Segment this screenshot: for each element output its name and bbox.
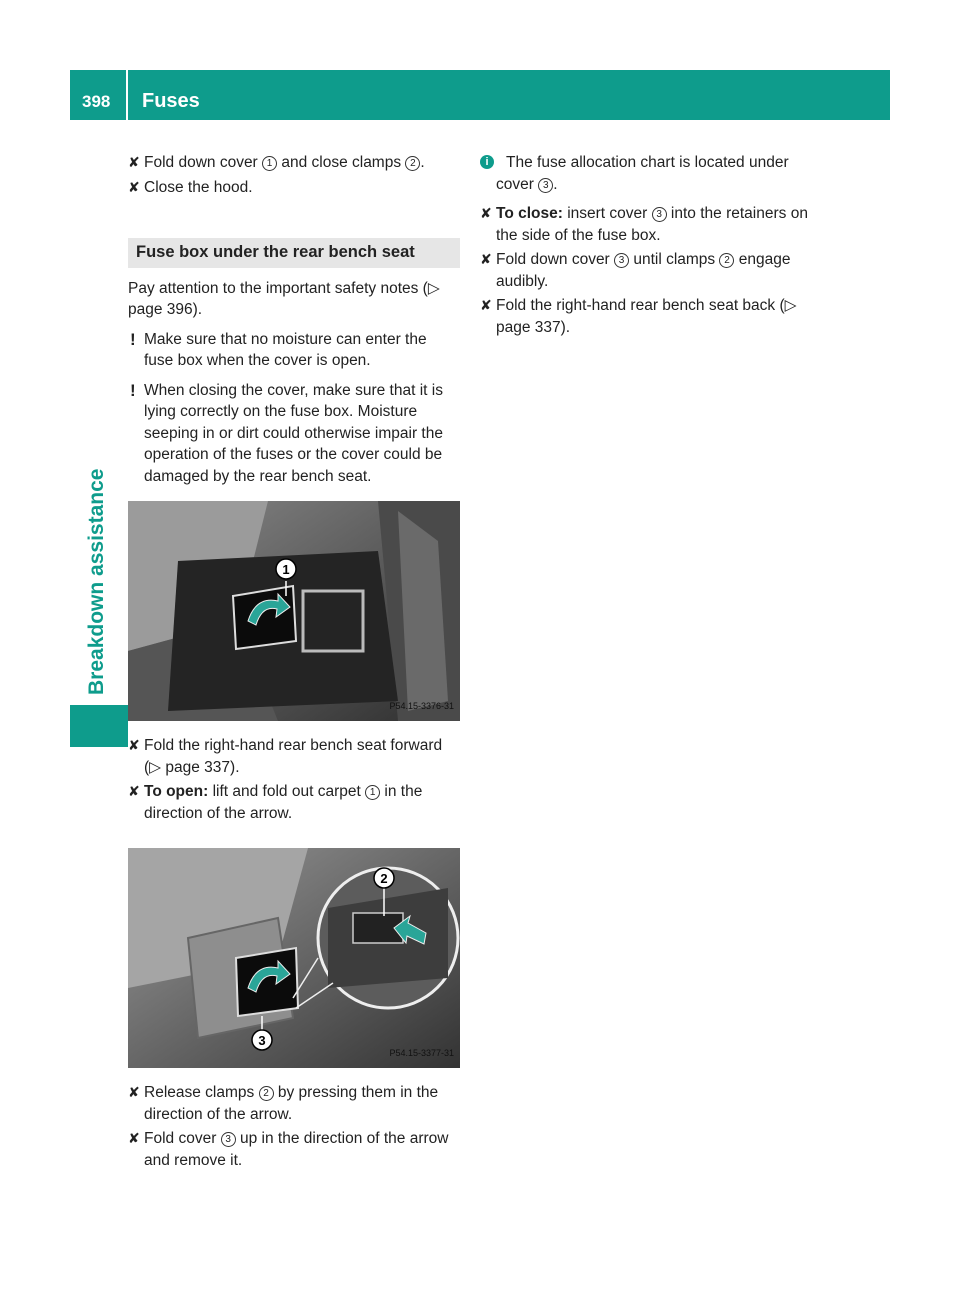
photo-code: P54.15-3377-31	[389, 1047, 454, 1058]
step-fold-down-cover: ✘ Fold down cover 1 and close clamps 2 .	[128, 152, 460, 174]
safety-note: Pay attention to the important safety notes (▷ page 396).	[128, 279, 440, 318]
left-column	[128, 152, 460, 1174]
page-number: 398	[82, 92, 111, 111]
step-release-clamps: ✘ Release clamps 2 by pressing them in the direction of the arrow.	[128, 1084, 439, 1123]
step-fold-seat-back: ✘ Fold the right-hand rear bench seat back (▷ page 337).	[480, 297, 797, 336]
callout-number: 2	[719, 253, 734, 268]
warning-icon: !	[130, 380, 136, 400]
warning-note: ! Make sure that no moisture can enter the fuse box when the cover is open.	[130, 329, 427, 369]
right-column	[480, 152, 815, 341]
callout-number: 3	[652, 207, 667, 222]
photo-code: P54.15-3376-31	[389, 700, 454, 711]
info-note: i The fuse allocation chart is located under cover 3 .	[480, 152, 815, 195]
step-arrow-icon: ✘	[128, 154, 140, 170]
sidebar-chapter-label: Breakdown assistance	[85, 468, 108, 695]
warning-note: ! When closing the cover, make sure that it is lying correctly on the fuse box. Moisture seeping in or dirt could otherwise impair the operation of the fuses or the cover could be damaged by the rear bench seat.	[130, 380, 443, 485]
info-icon: i	[480, 155, 494, 169]
warning-icon: !	[130, 329, 136, 349]
svg-text:2: 2	[380, 871, 388, 886]
step-arrow-icon: ✘	[128, 178, 140, 195]
header-divider	[126, 70, 128, 120]
callout-number: 3	[614, 253, 629, 268]
section-heading: Fuse box under the rear bench seat	[128, 238, 460, 268]
page-header	[70, 70, 890, 120]
step-arrow-icon: ✘	[128, 783, 140, 799]
step-arrow-icon: ✘	[480, 205, 492, 221]
step-arrow-icon: ✘	[480, 297, 492, 313]
step-arrow-icon: ✘	[128, 1130, 140, 1146]
step-arrow-icon: ✘	[128, 737, 140, 753]
step-close-hood: ✘ Close the hood.	[128, 177, 460, 199]
callout-number: 2	[259, 1086, 274, 1101]
callout-number: 2	[405, 156, 420, 171]
callout-number: 3	[538, 178, 553, 193]
page-title: Fuses	[142, 90, 200, 112]
step-to-close: ✘ To close: insert cover 3 into the retainers on the side of the fuse box.	[480, 205, 808, 244]
photo-fuse-box-clamps	[128, 848, 460, 1068]
step-arrow-icon: ✘	[480, 251, 492, 267]
sidebar-marker	[70, 705, 128, 747]
svg-text:1: 1	[282, 562, 290, 577]
callout-number: 1	[262, 156, 277, 171]
step-arrow-icon: ✘	[128, 1084, 140, 1100]
photo-fuse-box-carpet	[128, 501, 460, 721]
step-fold-seat-forward: ✘ Fold the right-hand rear bench seat forward (▷ page 337).	[128, 737, 443, 776]
callout-number: 1	[365, 785, 380, 800]
step-to-open: ✘ To open: lift and fold out carpet 1 in the direction of the arrow.	[128, 783, 423, 822]
svg-text:3: 3	[258, 1033, 266, 1048]
step-fold-down-cover: ✘ Fold down cover 3 until clamps 2 engage audibly.	[480, 251, 791, 290]
step-fold-cover-up: ✘ Fold cover 3 up in the direction of the arrow and remove it.	[128, 1130, 449, 1169]
callout-number: 3	[221, 1132, 236, 1147]
